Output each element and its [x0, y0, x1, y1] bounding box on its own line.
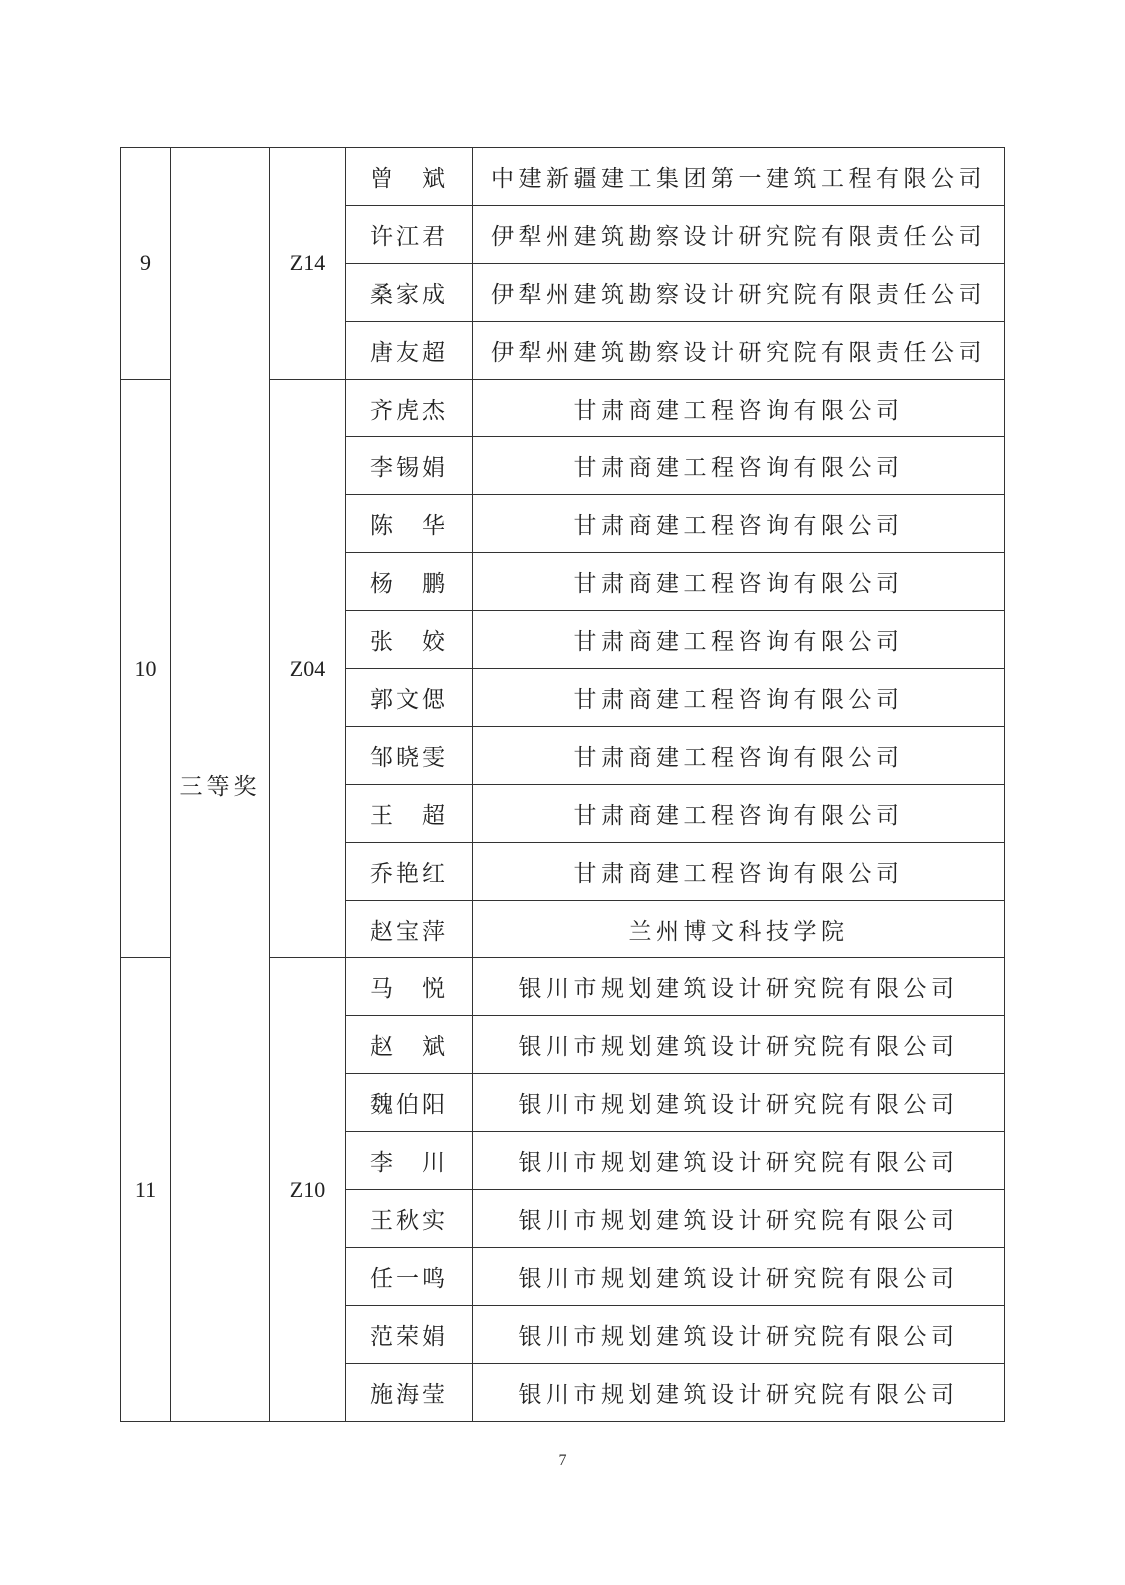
member-organization-cell: 银川市规划建筑设计研究院有限公司: [473, 958, 1005, 1016]
member-organization-cell: 银川市规划建筑设计研究院有限公司: [473, 1247, 1005, 1305]
member-name-cell: 桑家成: [346, 263, 473, 321]
member-organization-cell: 银川市规划建筑设计研究院有限公司: [473, 1363, 1005, 1421]
award-table-body: [121, 148, 1005, 1422]
member-name-cell: 赵宝萍: [346, 900, 473, 958]
member-organization-cell: 甘肃商建工程咨询有限公司: [473, 726, 1005, 784]
member-organization-cell: 甘肃商建工程咨询有限公司: [473, 495, 1005, 553]
member-name-cell: 马 悦: [346, 958, 473, 1016]
member-name-cell: 唐友超: [346, 321, 473, 379]
member-organization-cell: 伊犁州建筑勘察设计研究院有限责任公司: [473, 321, 1005, 379]
award-table: [120, 147, 1005, 1422]
member-organization-cell: 甘肃商建工程咨询有限公司: [473, 842, 1005, 900]
member-organization-cell: 银川市规划建筑设计研究院有限公司: [473, 1190, 1005, 1248]
award-level-cell: 三等奖: [171, 148, 270, 1422]
member-organization-cell: 兰州博文科技学院: [473, 900, 1005, 958]
member-organization-cell: 甘肃商建工程咨询有限公司: [473, 784, 1005, 842]
member-organization-cell: 银川市规划建筑设计研究院有限公司: [473, 1074, 1005, 1132]
member-name-cell: 齐虎杰: [346, 379, 473, 437]
member-organization-cell: 甘肃商建工程咨询有限公司: [473, 669, 1005, 727]
table-row: [121, 148, 1005, 206]
member-name-cell: 王秋实: [346, 1190, 473, 1248]
member-name-cell: 李锡娟: [346, 437, 473, 495]
group-number-cell: 11: [121, 958, 171, 1421]
group-number-cell: 9: [121, 148, 171, 380]
member-name-cell: 任一鸣: [346, 1247, 473, 1305]
member-organization-cell: 中建新疆建工集团第一建筑工程有限公司: [473, 148, 1005, 206]
member-name-cell: 许江君: [346, 205, 473, 263]
page-number: 7: [558, 1452, 567, 1469]
member-name-cell: 李 川: [346, 1132, 473, 1190]
member-name-cell: 陈 华: [346, 495, 473, 553]
member-organization-cell: 伊犁州建筑勘察设计研究院有限责任公司: [473, 205, 1005, 263]
member-organization-cell: 甘肃商建工程咨询有限公司: [473, 379, 1005, 437]
member-name-cell: 杨 鹏: [346, 553, 473, 611]
member-name-cell: 魏伯阳: [346, 1074, 473, 1132]
member-name-cell: 郭文偲: [346, 669, 473, 727]
member-organization-cell: 银川市规划建筑设计研究院有限公司: [473, 1016, 1005, 1074]
member-organization-cell: 伊犁州建筑勘察设计研究院有限责任公司: [473, 263, 1005, 321]
member-name-cell: 范荣娟: [346, 1305, 473, 1363]
project-code-cell: Z14: [270, 148, 346, 380]
member-name-cell: 赵 斌: [346, 1016, 473, 1074]
member-organization-cell: 甘肃商建工程咨询有限公司: [473, 437, 1005, 495]
project-code-cell: Z04: [270, 379, 346, 958]
member-name-cell: 曾 斌: [346, 148, 473, 206]
member-name-cell: 施海莹: [346, 1363, 473, 1421]
member-organization-cell: 甘肃商建工程咨询有限公司: [473, 553, 1005, 611]
member-organization-cell: 银川市规划建筑设计研究院有限公司: [473, 1305, 1005, 1363]
member-name-cell: 王 超: [346, 784, 473, 842]
member-organization-cell: 甘肃商建工程咨询有限公司: [473, 611, 1005, 669]
member-organization-cell: 银川市规划建筑设计研究院有限公司: [473, 1132, 1005, 1190]
project-code-cell: Z10: [270, 958, 346, 1421]
group-number-cell: 10: [121, 379, 171, 958]
member-name-cell: 张 姣: [346, 611, 473, 669]
member-name-cell: 邹晓雯: [346, 726, 473, 784]
member-name-cell: 乔艳红: [346, 842, 473, 900]
